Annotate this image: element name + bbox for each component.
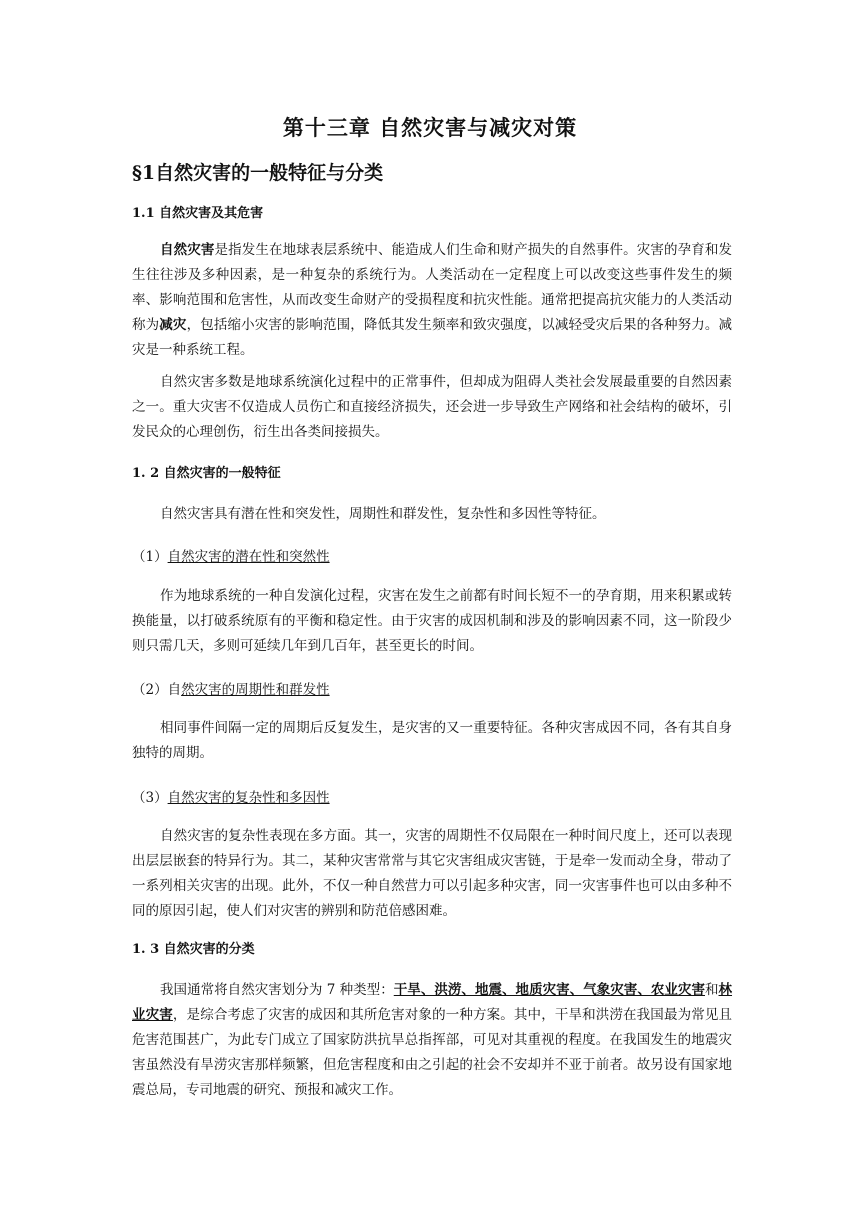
paragraph-features-intro: 自然灾害具有潜在性和突发性，周期性和群发性，复杂性和多因性等特征。 (160, 506, 606, 522)
paragraph-classification (132, 978, 732, 1103)
feature-title-prefix: 自 (167, 682, 182, 698)
feature-heading-3 (132, 786, 330, 806)
paragraph-text: 我国通常将自然灾害划分为 7 种类型： (160, 982, 394, 998)
subsection-heading-1-2: 1. 2 自然灾害的一般特征 (132, 466, 281, 481)
paragraph-text: ，是综合考虑了灾害的成因和其所危害对象的一种方案。其中，干旱和洪涝在我国最为常见且危害范围甚广，为此专门成立了国家防洪抗旱总指挥部，可见对其重视的程度。在我国发生的地震灾害虽然没有旱涝灾害那样频繁，但危害程度和由之引起的社会不安却并不亚于前者。故另设有国家地震总局，专司地震的研究、预报和减灾工作。 (132, 1007, 733, 1098)
paragraph-text: 是指发生在地球表层系统中、能造成人们生命和财产损失的自然事件。灾害的孕育和发生往往涉及多种因素，是一种复杂的系统行为。人类活动在一定程度上可以改变这些事件发生的频率、影响范围和危害性，从而改变生命财产的受损程度和抗灾性能。通常把提高抗灾能力的人类活动称为 (132, 242, 733, 333)
disaster-types: 干旱、洪涝、地震、地质灾害、气象灾害、农业灾害 (393, 982, 705, 998)
term-natural-disaster: 自然灾害 (160, 242, 215, 258)
paragraph-feature-2: 相同事件间隔一定的周期后反复发生，是灾害的又一重要特征。各种灾害成因不同，各有其自身独特的周期。 (132, 720, 732, 761)
chapter-title: 第十三章 自然灾害与减灾对策 (282, 115, 578, 140)
paragraph-impact: 自然灾害多数是地球系统演化过程中的正常事件，但却成为阻碍人类社会发展最重要的自然因素之一。重大灾害不仅造成人员伤亡和直接经济损失，还会进一步导致生产网络和社会结构的破坏，引发民众的心理创伤，衍生出各类间接损失。 (132, 374, 732, 440)
paragraph-text: 和 (704, 982, 719, 998)
disaster-type-forestry: 林业灾害 (132, 982, 733, 1023)
subsection-heading-1-1: 1.1 自然灾害及其危害 (132, 206, 264, 221)
feature-number: （2） (132, 682, 168, 698)
paragraph-feature-1: 作为地球系统的一种自发演化过程，灾害在发生之前都有时间长短不一的孕育期，用来积累或转换能量，以打破系统原有的平衡和稳定性。由于灾害的成因机制和涉及的影响因素不同，这一阶段少则只需几天，多则可延续几年到几百年，甚至更长的时间。 (132, 588, 732, 654)
feature-number: （1） (132, 549, 168, 565)
feature-title: 自然灾害的潜在性和突然性 (167, 549, 330, 565)
feature-heading-1 (132, 545, 330, 565)
subsection-heading-1-3: 1. 3 自然灾害的分类 (132, 942, 255, 957)
term-disaster-reduction: 减灾 (159, 317, 187, 333)
feature-heading-2 (132, 678, 330, 698)
feature-number: （3） (132, 790, 168, 806)
paragraph-feature-3: 自然灾害的复杂性表现在多方面。其一，灾害的周期性不仅局限在一种时间尺度上，还可以表现出层层嵌套的特异行为。其二，某种灾害常常与其它灾害组成灾害链，于是牵一发而动全身，带动了一系列相关灾害的出现。此外，不仅一种自然营力可以引起多种灾害，同一灾害事件也可以由多种不同的原因引起，使人们对灾害的辨别和防范倍感困难。 (132, 828, 732, 919)
feature-title: 然灾害的周期性和群发性 (181, 682, 330, 698)
section-title: §1自然灾害的一般特征与分类 (132, 162, 384, 184)
paragraph-definition (132, 238, 732, 363)
feature-title: 自然灾害的复杂性和多因性 (167, 790, 330, 806)
paragraph-text: ，包括缩小灾害的影响范围，降低其发生频率和致灾强度，以减轻受灾后果的各种努力。减灾是一种系统工程。 (132, 317, 733, 358)
